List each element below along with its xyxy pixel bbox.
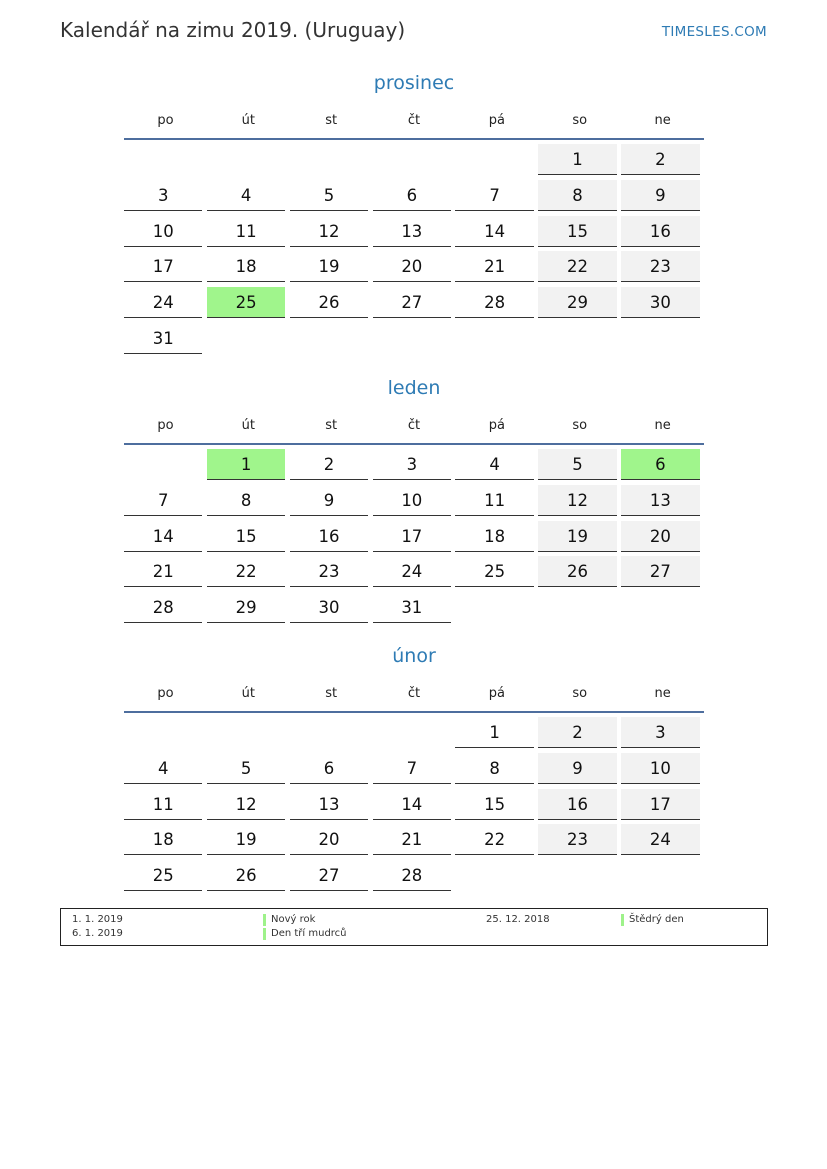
day-cell: 30 — [621, 287, 699, 318]
day-cell: 25 — [207, 287, 285, 318]
empty-day-cell — [373, 717, 451, 748]
day-cell: 27 — [373, 287, 451, 318]
legend-date: 1. 1. 2019 — [72, 914, 123, 925]
empty-day-cell — [207, 323, 285, 354]
week-row — [124, 180, 704, 216]
day-cell: 8 — [207, 485, 285, 516]
day-cell: 19 — [538, 521, 616, 552]
day-cell: 10 — [373, 485, 451, 516]
day-cell: 4 — [124, 753, 202, 784]
empty-day-cell — [538, 592, 616, 623]
empty-day-cell — [207, 144, 285, 175]
day-cell: 17 — [124, 251, 202, 282]
day-cell: 15 — [455, 789, 533, 820]
empty-day-cell — [373, 144, 451, 175]
day-cell: 26 — [207, 860, 285, 891]
day-cell: 11 — [207, 216, 285, 247]
week-row — [124, 824, 704, 860]
day-cell: 12 — [207, 789, 285, 820]
month-grid — [124, 717, 704, 896]
day-cell: 11 — [455, 485, 533, 516]
weekday-label: út — [241, 417, 255, 433]
weekday-label: ne — [654, 685, 671, 701]
week-row — [124, 251, 704, 287]
empty-day-cell — [621, 592, 699, 623]
empty-day-cell — [538, 860, 616, 891]
day-cell: 22 — [207, 556, 285, 587]
weekday-label: po — [157, 417, 174, 433]
day-cell: 7 — [124, 485, 202, 516]
month-name: prosinec — [373, 72, 455, 94]
month-block — [124, 70, 704, 359]
day-cell: 6 — [621, 449, 699, 480]
week-row — [124, 144, 704, 180]
weekday-label: pá — [488, 112, 505, 128]
weekday-header — [124, 675, 704, 713]
day-cell: 2 — [290, 449, 368, 480]
day-cell: 19 — [290, 251, 368, 282]
day-cell: 14 — [455, 216, 533, 247]
day-cell: 13 — [290, 789, 368, 820]
weekday-label: st — [325, 112, 338, 128]
week-row — [124, 323, 704, 359]
day-cell: 5 — [207, 753, 285, 784]
day-cell: 14 — [373, 789, 451, 820]
day-cell: 29 — [207, 592, 285, 623]
day-cell: 31 — [373, 592, 451, 623]
week-row — [124, 789, 704, 825]
day-cell: 2 — [538, 717, 616, 748]
month-grid — [124, 144, 704, 359]
empty-day-cell — [621, 860, 699, 891]
day-cell: 2 — [621, 144, 699, 175]
empty-day-cell — [538, 323, 616, 354]
weekday-label: čt — [407, 112, 421, 128]
day-cell: 9 — [538, 753, 616, 784]
empty-day-cell — [455, 323, 533, 354]
empty-day-cell — [290, 144, 368, 175]
holiday-color-swatch — [621, 914, 624, 926]
day-cell: 9 — [290, 485, 368, 516]
week-row — [124, 592, 704, 628]
empty-day-cell — [124, 144, 202, 175]
empty-day-cell — [124, 717, 202, 748]
day-cell: 16 — [621, 216, 699, 247]
weekday-label: ne — [654, 112, 671, 128]
day-cell: 28 — [455, 287, 533, 318]
day-cell: 25 — [124, 860, 202, 891]
day-cell: 9 — [621, 180, 699, 211]
week-row — [124, 449, 704, 485]
empty-day-cell — [373, 323, 451, 354]
day-cell: 3 — [124, 180, 202, 211]
weekday-label: po — [157, 685, 174, 701]
day-cell: 23 — [621, 251, 699, 282]
day-cell: 3 — [373, 449, 451, 480]
day-cell: 16 — [538, 789, 616, 820]
legend-holiday-name: Štědrý den — [629, 914, 684, 925]
legend-holiday-name: Nový rok — [271, 914, 316, 925]
weekday-label: pá — [488, 417, 505, 433]
day-cell: 20 — [373, 251, 451, 282]
day-cell: 21 — [373, 824, 451, 855]
day-cell: 1 — [207, 449, 285, 480]
empty-day-cell — [455, 144, 533, 175]
day-cell: 14 — [124, 521, 202, 552]
day-cell: 24 — [621, 824, 699, 855]
day-cell: 22 — [455, 824, 533, 855]
weekday-label: so — [572, 112, 588, 128]
day-cell: 4 — [207, 180, 285, 211]
day-cell: 10 — [621, 753, 699, 784]
day-cell: 12 — [290, 216, 368, 247]
brand-link[interactable]: TIMESLES.COM — [661, 24, 767, 40]
day-cell: 17 — [621, 789, 699, 820]
weekday-header — [124, 407, 704, 445]
day-cell: 5 — [538, 449, 616, 480]
day-cell: 25 — [455, 556, 533, 587]
weekday-label: út — [241, 112, 255, 128]
day-cell: 22 — [538, 251, 616, 282]
day-cell: 17 — [373, 521, 451, 552]
month-block — [124, 375, 704, 628]
weekday-label: so — [572, 685, 588, 701]
weekday-label: so — [572, 417, 588, 433]
day-cell: 7 — [373, 753, 451, 784]
day-cell: 7 — [455, 180, 533, 211]
empty-day-cell — [124, 449, 202, 480]
day-cell: 16 — [290, 521, 368, 552]
week-row — [124, 753, 704, 789]
page-title: Kalendář na zimu 2019. (Uruguay) — [60, 18, 406, 42]
weekday-label: st — [325, 417, 338, 433]
weekday-label: čt — [407, 685, 421, 701]
week-row — [124, 521, 704, 557]
day-cell: 1 — [538, 144, 616, 175]
day-cell: 27 — [621, 556, 699, 587]
month-name: únor — [392, 645, 436, 667]
week-row — [124, 860, 704, 896]
day-cell: 3 — [621, 717, 699, 748]
week-row — [124, 556, 704, 592]
week-row — [124, 216, 704, 252]
day-cell: 18 — [207, 251, 285, 282]
holiday-legend — [60, 908, 768, 946]
day-cell: 21 — [455, 251, 533, 282]
day-cell: 23 — [290, 556, 368, 587]
empty-day-cell — [455, 592, 533, 623]
day-cell: 18 — [455, 521, 533, 552]
day-cell: 6 — [290, 753, 368, 784]
day-cell: 11 — [124, 789, 202, 820]
day-cell: 15 — [538, 216, 616, 247]
empty-day-cell — [455, 860, 533, 891]
week-row — [124, 287, 704, 323]
day-cell: 5 — [290, 180, 368, 211]
empty-day-cell — [207, 717, 285, 748]
weekday-label: čt — [407, 417, 421, 433]
day-cell: 8 — [538, 180, 616, 211]
day-cell: 19 — [207, 824, 285, 855]
month-grid — [124, 449, 704, 628]
day-cell: 8 — [455, 753, 533, 784]
holiday-color-swatch — [263, 928, 266, 940]
weekday-label: út — [241, 685, 255, 701]
weekday-label: pá — [488, 685, 505, 701]
day-cell: 24 — [124, 287, 202, 318]
day-cell: 13 — [621, 485, 699, 516]
month-block — [124, 643, 704, 896]
empty-day-cell — [290, 323, 368, 354]
day-cell: 10 — [124, 216, 202, 247]
day-cell: 1 — [455, 717, 533, 748]
day-cell: 13 — [373, 216, 451, 247]
day-cell: 23 — [538, 824, 616, 855]
day-cell: 6 — [373, 180, 451, 211]
day-cell: 28 — [373, 860, 451, 891]
week-row — [124, 717, 704, 753]
day-cell: 30 — [290, 592, 368, 623]
holiday-color-swatch — [263, 914, 266, 926]
day-cell: 12 — [538, 485, 616, 516]
day-cell: 21 — [124, 556, 202, 587]
day-cell: 15 — [207, 521, 285, 552]
weekday-label: ne — [654, 417, 671, 433]
weekday-header — [124, 102, 704, 140]
day-cell: 24 — [373, 556, 451, 587]
empty-day-cell — [621, 323, 699, 354]
day-cell: 4 — [455, 449, 533, 480]
day-cell: 26 — [290, 287, 368, 318]
day-cell: 18 — [124, 824, 202, 855]
day-cell: 27 — [290, 860, 368, 891]
day-cell: 20 — [621, 521, 699, 552]
day-cell: 31 — [124, 323, 202, 354]
day-cell: 28 — [124, 592, 202, 623]
day-cell: 20 — [290, 824, 368, 855]
weekday-label: po — [157, 112, 174, 128]
weekday-label: st — [325, 685, 338, 701]
empty-day-cell — [290, 717, 368, 748]
day-cell: 26 — [538, 556, 616, 587]
legend-holiday-name: Den tří mudrců — [271, 928, 347, 939]
month-name: leden — [387, 377, 441, 399]
day-cell: 29 — [538, 287, 616, 318]
legend-date: 6. 1. 2019 — [72, 928, 123, 939]
legend-date: 25. 12. 2018 — [486, 914, 550, 925]
week-row — [124, 485, 704, 521]
